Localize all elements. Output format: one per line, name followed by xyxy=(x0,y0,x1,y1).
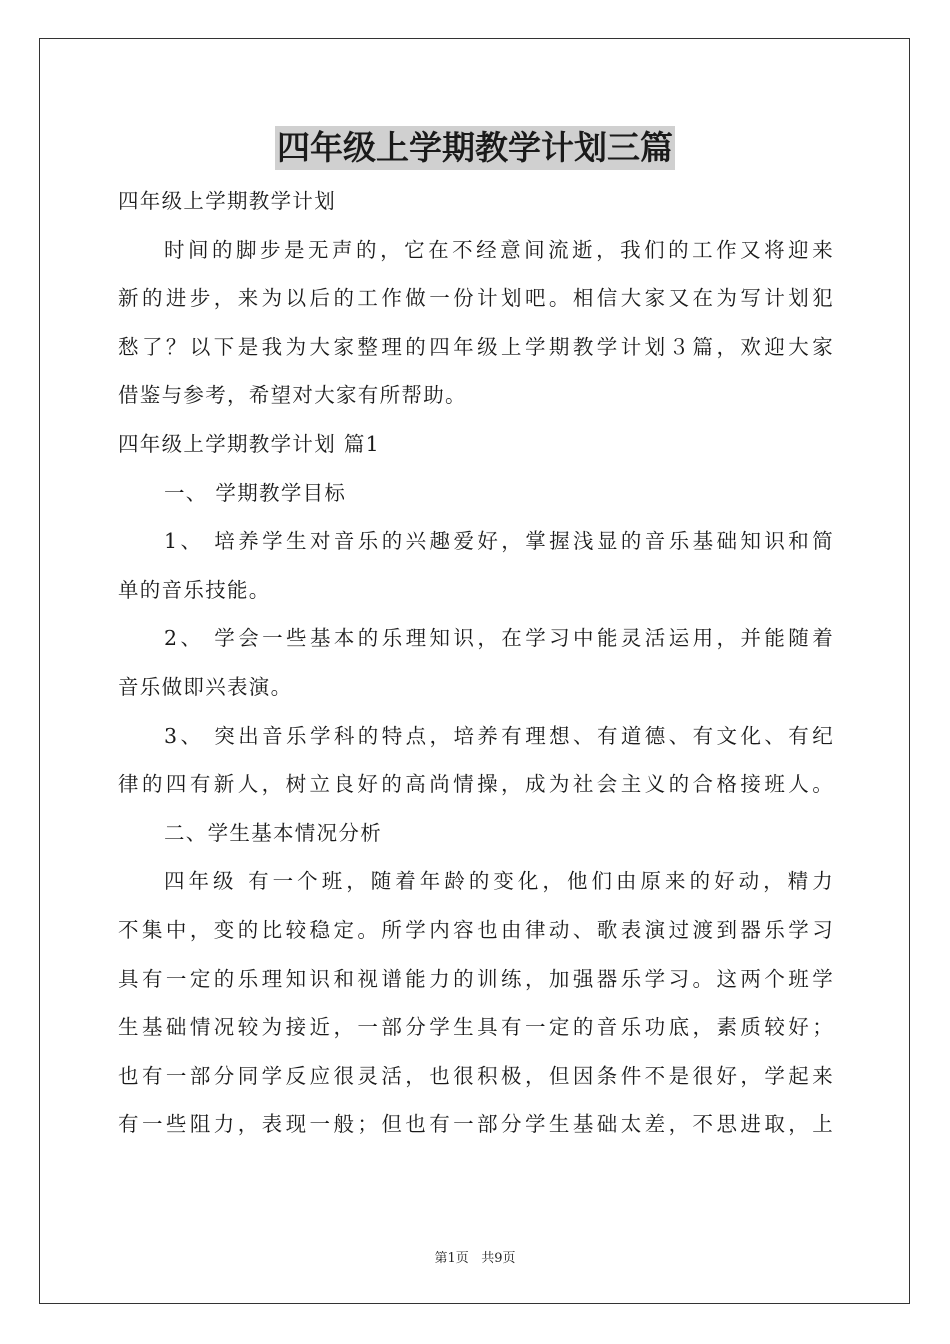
text-line: 四年级上学期教学计划 xyxy=(118,189,336,213)
text-line: 生基础情况较为接近，一部分学生具有一定的音乐功底，素质较好； xyxy=(118,1015,834,1040)
text-line: 四年级 有一个班，随着年龄的变化，他们由原来的好动，精力 xyxy=(164,869,834,894)
text-line: 音乐做即兴表演。 xyxy=(118,674,293,699)
text-line: 借鉴与参考，希望对大家有所帮助。 xyxy=(118,383,467,408)
text-line: 2、 学会一些基本的乐理知识，在学习中能灵活运用，并能随着 xyxy=(164,626,834,651)
text-line: 律的四有新人，树立良好的高尚情操，成为社会主义的合格接班人。 xyxy=(118,772,834,797)
text-line: 1、 培养学生对音乐的兴趣爱好，掌握浅显的音乐基础知识和简 xyxy=(164,529,834,554)
text-line: 也有一部分同学反应很灵活，也很积极，但因条件不是很好，学起来 xyxy=(118,1063,834,1088)
text-line: 二、学生基本情况分析 xyxy=(164,820,382,845)
text-line: 时间的脚步是无声的，它在不经意间流逝，我们的工作又将迎来 xyxy=(164,237,834,262)
text-line: 四年级上学期教学计划 篇1 xyxy=(118,431,380,456)
text-line: 不集中，变的比较稳定。所学内容也由律动、歌表演过渡到器乐学习 xyxy=(118,917,834,942)
text-line: 愁了？以下是我为大家整理的四年级上学期教学计划３篇，欢迎大家 xyxy=(118,334,834,359)
title-container xyxy=(0,126,950,170)
text-line: 新的进步，来为以后的工作做一份计划吧。相信大家又在为写计划犯 xyxy=(118,286,834,311)
text-line: 一、 学期教学目标 xyxy=(164,480,347,505)
document-body xyxy=(118,177,834,1149)
page-number: 第1页 xyxy=(434,1251,469,1266)
text-line: 单的音乐技能。 xyxy=(118,577,271,602)
document-title: 四年级上学期教学计划三篇 xyxy=(275,126,675,170)
text-line: 有一些阻力，表现一般；但也有一部分学生基础太差，不思进取，上 xyxy=(118,1112,834,1137)
page-total: 共9页 xyxy=(481,1251,516,1266)
text-line: 3、 突出音乐学科的特点，培养有理想、有道德、有文化、有纪 xyxy=(164,723,834,748)
text-line: 具有一定的乐理知识和视谱能力的训练，加强器乐学习。这两个班学 xyxy=(118,966,834,991)
page-footer xyxy=(0,1247,950,1266)
